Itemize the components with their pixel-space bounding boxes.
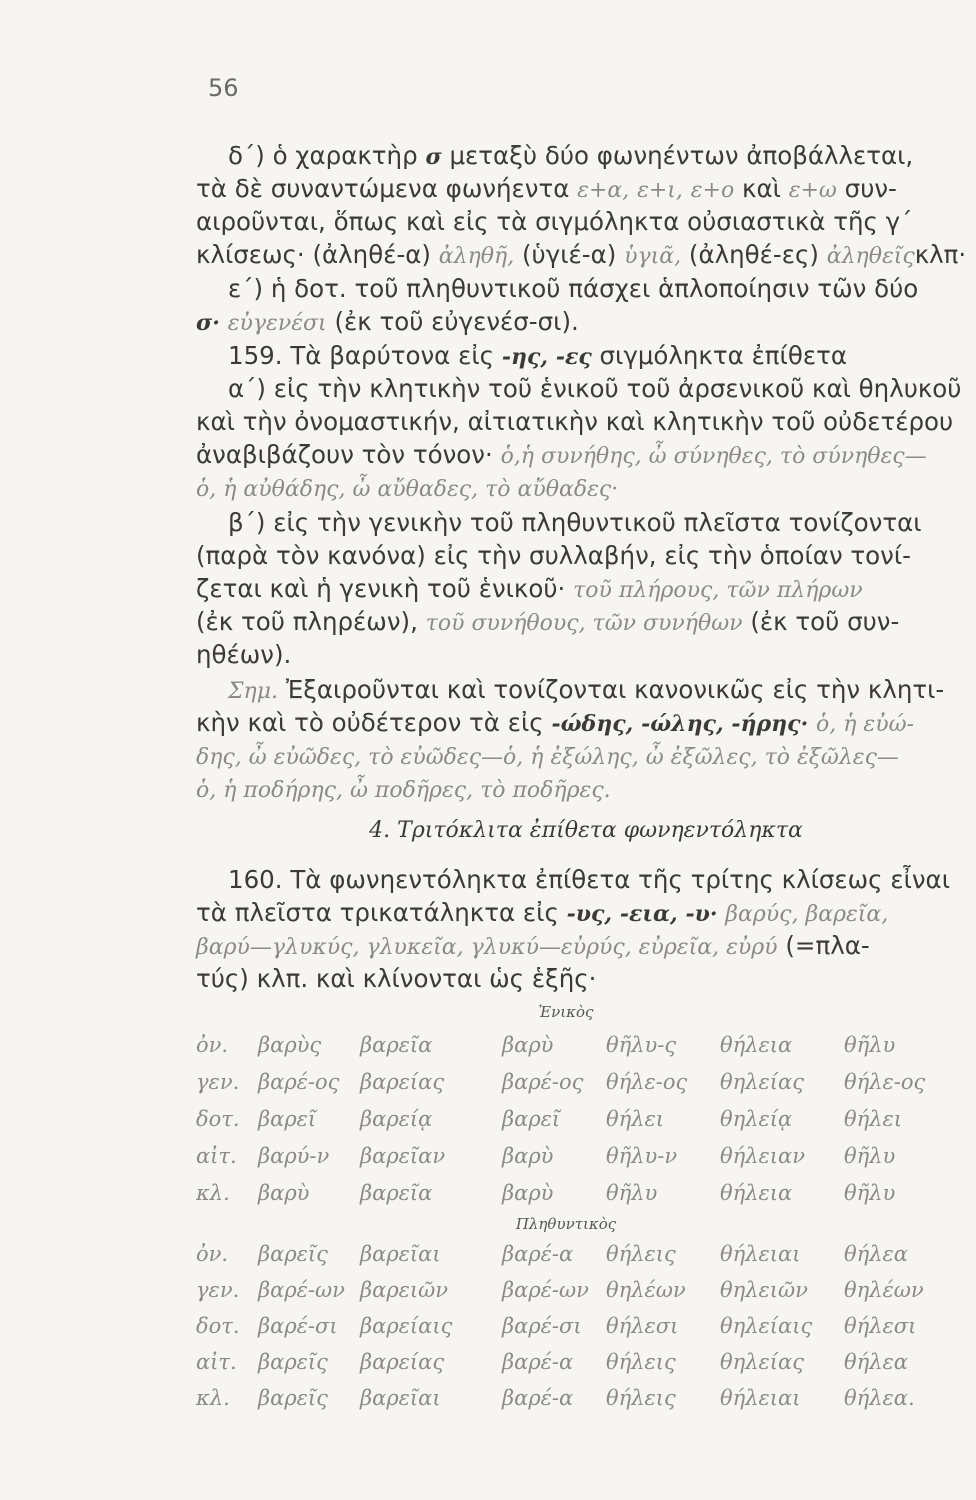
text-line: β΄) εἰς τὴν γενικὴν τοῦ πληθυντικοῦ πλεῖστα τονίζονται bbox=[228, 508, 922, 537]
table-cell: βαρέ-σι bbox=[258, 1314, 338, 1338]
table-cell: βαρεῖς bbox=[258, 1386, 328, 1410]
ending-term: -ώδης, bbox=[551, 711, 634, 737]
table-cell: βαρέ-ος bbox=[502, 1070, 584, 1094]
text-line bbox=[196, 740, 936, 774]
italic-term: ἀληθῆ, bbox=[438, 244, 515, 269]
sigma-symbol: σ bbox=[425, 144, 442, 170]
table-cell: θῆλυ bbox=[844, 1181, 896, 1205]
table-cell: θήλεα bbox=[844, 1350, 908, 1374]
italic-term: εὐγενέσι bbox=[227, 311, 327, 336]
table-cell: βαρεῖ bbox=[258, 1107, 317, 1131]
table-row bbox=[196, 1107, 936, 1137]
table-cell: θήλεις bbox=[606, 1386, 676, 1410]
text-span: μεταξὺ δύο φωνηέντων ἀποβάλλεται, bbox=[449, 141, 914, 170]
text-span: κλίσεως· (ἀληθέ-α) bbox=[196, 240, 431, 269]
case-label: δοτ. bbox=[196, 1314, 240, 1338]
text-line bbox=[196, 773, 936, 807]
ending-term: -υς, bbox=[566, 901, 613, 927]
table-cell: βαρεῖς bbox=[258, 1242, 328, 1266]
text-span: 159. Τὰ βαρύτονα εἰς bbox=[228, 341, 495, 370]
text-line bbox=[196, 707, 936, 741]
case-label: ὀν. bbox=[196, 1033, 229, 1057]
table-cell: βαρέ-α bbox=[502, 1386, 574, 1410]
text-line bbox=[228, 140, 936, 173]
table-cell: θήλειαι bbox=[720, 1242, 801, 1266]
table-row bbox=[196, 1242, 936, 1272]
ending-term: -ήρης· bbox=[731, 711, 809, 737]
table-row bbox=[196, 1144, 936, 1174]
sigma-symbol: σ· bbox=[196, 310, 220, 336]
italic-term: ὑγιᾶ, bbox=[624, 244, 682, 269]
table-cell: θήλεια bbox=[720, 1033, 793, 1057]
italic-term: ἀληθεῖς bbox=[826, 244, 915, 269]
table-cell: θηλέων bbox=[844, 1278, 924, 1302]
italic-term: τοῦ συνήθους, τῶν συνήθων bbox=[425, 611, 743, 636]
text-line: ηθέων). bbox=[196, 640, 292, 669]
ending-term: -ες bbox=[555, 344, 592, 370]
table-cell: θῆλυ-ν bbox=[606, 1144, 678, 1168]
table-cell: θήλειαν bbox=[720, 1144, 805, 1168]
table-cell: βαρέ-ων bbox=[502, 1278, 589, 1302]
table-row bbox=[196, 1350, 936, 1380]
table-cell: θήλεα. bbox=[844, 1386, 915, 1410]
text-span: κὴν καὶ τὸ οὐδέτερον τὰ εἰς bbox=[196, 708, 544, 737]
table-cell: βαρείας bbox=[360, 1070, 445, 1094]
table-cell: βαρείᾳ bbox=[360, 1107, 433, 1131]
text-line bbox=[196, 606, 936, 640]
case-label: ὀν. bbox=[196, 1242, 229, 1266]
table-cell: βαρεῖ bbox=[502, 1107, 561, 1131]
text-line: 160. Τὰ φωνηεντόληκτα ἐπίθετα τῆς τρίτης κλίσεως εἶναι bbox=[228, 865, 950, 894]
italic-term: βαρύ—γλυκύς, γλυκεῖα, γλυκύ—εὐρύς, εὐρεῖα, εὐρύ bbox=[196, 935, 778, 960]
table-cell: θήλειαι bbox=[720, 1386, 801, 1410]
text-line: τύς) κλπ. καὶ κλίνονται ὡς ἑξῆς· bbox=[196, 964, 597, 993]
text-span: (ἐκ τοῦ εὐγενέσ-σι). bbox=[334, 307, 579, 336]
italic-term: δης, ὦ εὐῶδες, τὸ εὐῶδες—ὁ, ἡ ἐξώλης, ὦ ἐξῶλες, τὸ ἐξῶλες— bbox=[196, 745, 899, 770]
table-cell: βαρὺς bbox=[258, 1033, 322, 1057]
table-cell: βαρεῖαι bbox=[360, 1386, 441, 1410]
text-span: (ἀληθέ-ες) bbox=[688, 240, 819, 269]
italic-term: ε+ι, bbox=[637, 178, 683, 203]
ending-term: -ης, bbox=[501, 344, 549, 370]
text-line bbox=[196, 930, 936, 964]
table-cell: βαρὺ bbox=[258, 1181, 310, 1205]
table-cell: βαρεῖα bbox=[360, 1181, 433, 1205]
text-span: τὰ δὲ συναντώμενα φωνήεντα bbox=[196, 174, 570, 203]
text-span: ἀναβιβάζουν τὸν τόνον· bbox=[196, 440, 493, 469]
table-cell: βαρέ-ων bbox=[258, 1278, 345, 1302]
text-span: σιγμόληκτα ἐπίθετα bbox=[599, 341, 847, 370]
ending-term: -ώλης, bbox=[641, 711, 724, 737]
text-line bbox=[228, 674, 945, 708]
text-span: (ὑγιέ-α) bbox=[522, 240, 617, 269]
table-cell: θῆλυ-ς bbox=[606, 1033, 677, 1057]
text-span: τὰ πλεῖστα τρικατάληκτα εἰς bbox=[196, 898, 559, 927]
table-cell: θήλε-ος bbox=[844, 1070, 926, 1094]
table-row bbox=[196, 1386, 936, 1416]
italic-term: ὁ, ἡ εὐώ- bbox=[816, 712, 914, 737]
table-cell: θήλεα bbox=[844, 1242, 908, 1266]
text-span: συν- bbox=[844, 174, 897, 203]
table-cell: βαρέ-ος bbox=[258, 1070, 340, 1094]
case-label: γεν. bbox=[196, 1070, 240, 1094]
table-cell: βαρέ-α bbox=[502, 1242, 574, 1266]
table-cell: θήλει bbox=[844, 1107, 903, 1131]
italic-term: ὁ, ἡ αὐθάδης, ὦ αὔθαδες, τὸ αὔθαδες· bbox=[196, 477, 619, 502]
table-row bbox=[196, 1181, 936, 1211]
text-line bbox=[196, 173, 936, 207]
text-line bbox=[196, 306, 936, 340]
italic-term: Σημ. bbox=[228, 679, 279, 704]
table-cell: θήλεσι bbox=[606, 1314, 679, 1338]
table-cell: θήλεις bbox=[606, 1350, 676, 1374]
table-cell: θήλεις bbox=[606, 1242, 676, 1266]
table-cell: θηλείας bbox=[720, 1070, 804, 1094]
table-cell: θήλεσι bbox=[844, 1314, 917, 1338]
text-span: (ἐκ τοῦ συν- bbox=[750, 607, 900, 636]
text-line bbox=[196, 472, 936, 506]
table-cell: θηλείᾳ bbox=[720, 1107, 793, 1131]
text-line: ε΄) ἡ δοτ. τοῦ πληθυντικοῦ πάσχει ἁπλοποίησιν τῶν δύο bbox=[228, 274, 919, 303]
case-label: αἰτ. bbox=[196, 1350, 237, 1374]
text-line bbox=[196, 439, 936, 473]
case-label: κλ. bbox=[196, 1181, 230, 1205]
case-label: δοτ. bbox=[196, 1107, 240, 1131]
table-cell: θῆλυ bbox=[844, 1144, 896, 1168]
italic-term: βαρύς, βαρεῖα, bbox=[725, 902, 889, 927]
italic-term: ὁ, ἡ ποδήρης, ὦ ποδῆρες, τὸ ποδῆρες. bbox=[196, 778, 611, 803]
text-span: (ἐκ τοῦ πληρέων), bbox=[196, 607, 418, 636]
table-cell: βαρεῖα bbox=[360, 1033, 433, 1057]
table-cell: βαρεῖς bbox=[258, 1350, 328, 1374]
table-cell: θήλε-ος bbox=[606, 1070, 688, 1094]
ending-term: -υ· bbox=[685, 901, 718, 927]
table-cell: θηλείαις bbox=[720, 1314, 813, 1338]
table-cell: βαρειῶν bbox=[360, 1278, 449, 1302]
table-row bbox=[196, 1070, 936, 1100]
case-label: αἰτ. bbox=[196, 1144, 237, 1168]
text-line: α΄) εἰς τὴν κλητικὴν τοῦ ἑνικοῦ τοῦ ἀρσενικοῦ καὶ θηλυκοῦ bbox=[228, 374, 962, 403]
case-label: κλ. bbox=[196, 1386, 230, 1410]
text-span: κλπ· bbox=[914, 240, 967, 269]
table-cell: βαρείαις bbox=[360, 1314, 453, 1338]
table-cell: θῆλυ bbox=[606, 1181, 658, 1205]
table-cell: βαρύ-ν bbox=[258, 1144, 330, 1168]
text-line bbox=[228, 340, 936, 373]
case-label: γεν. bbox=[196, 1278, 240, 1302]
text-span: Ἐξαιροῦνται καὶ τονίζονται κανονικῶς εἰς τὴν κλητι- bbox=[285, 675, 945, 704]
table-caption-singular: Ἑνικὸς bbox=[538, 1003, 594, 1021]
table-cell: θῆλυ bbox=[844, 1033, 896, 1057]
text-line bbox=[196, 897, 936, 931]
page-number: 56 bbox=[208, 74, 239, 102]
text-line bbox=[196, 239, 967, 273]
table-cell: βαρὺ bbox=[502, 1181, 554, 1205]
section-heading: 4. Τριτόκλιτα ἐπίθετα φωνηεντόληκτα bbox=[369, 818, 803, 843]
text-span: καὶ bbox=[742, 174, 781, 203]
table-cell: θήλεια bbox=[720, 1181, 793, 1205]
ending-term: -εια, bbox=[619, 901, 678, 927]
table-cell: βαρὺ bbox=[502, 1144, 554, 1168]
table-cell: θήλει bbox=[606, 1107, 665, 1131]
text-line: καὶ τὴν ὀνομαστικήν, αἰτιατικὴν καὶ κλητικὴν τοῦ οὐδετέρου bbox=[196, 407, 954, 436]
text-span: (=πλα- bbox=[785, 931, 870, 960]
text-line: αιροῦνται, ὅπως καὶ εἰς τὰ σιγμόληκτα οὐσιαστικὰ τῆς γ΄ bbox=[196, 207, 913, 236]
italic-term: ε+α, bbox=[577, 178, 630, 203]
table-cell: θηλέων bbox=[606, 1278, 686, 1302]
italic-term: ὁ,ἡ συνήθης, ὦ σύνηθες, τὸ σύνηθες— bbox=[500, 444, 927, 469]
text-line bbox=[196, 573, 936, 607]
text-span: δ΄) ὁ χαρακτὴρ bbox=[228, 141, 418, 170]
table-cell: βαρὺ bbox=[502, 1033, 554, 1057]
table-caption-plural: Πληθυντικὸς bbox=[515, 1215, 617, 1233]
table-cell: βαρέ-α bbox=[502, 1350, 574, 1374]
table-cell: βαρεῖαν bbox=[360, 1144, 446, 1168]
table-cell: βαρέ-σι bbox=[502, 1314, 582, 1338]
text-line: (παρὰ τὸν κανόνα) εἰς τὴν συλλαβήν, εἰς τὴν ὁποίαν τονί- bbox=[196, 541, 911, 570]
table-row bbox=[196, 1033, 936, 1063]
table-cell: θηλειῶν bbox=[720, 1278, 808, 1302]
table-row bbox=[196, 1278, 936, 1308]
table-row bbox=[196, 1314, 936, 1344]
table-cell: βαρεῖαι bbox=[360, 1242, 441, 1266]
italic-term: ε+ο bbox=[690, 178, 735, 203]
italic-term: ε+ω bbox=[788, 178, 837, 203]
table-cell: θηλείας bbox=[720, 1350, 804, 1374]
text-span: ζεται καὶ ἡ γενικὴ τοῦ ἑνικοῦ· bbox=[196, 574, 566, 603]
italic-term: τοῦ πλήρους, τῶν πλήρων bbox=[573, 578, 863, 603]
table-cell: βαρείας bbox=[360, 1350, 445, 1374]
